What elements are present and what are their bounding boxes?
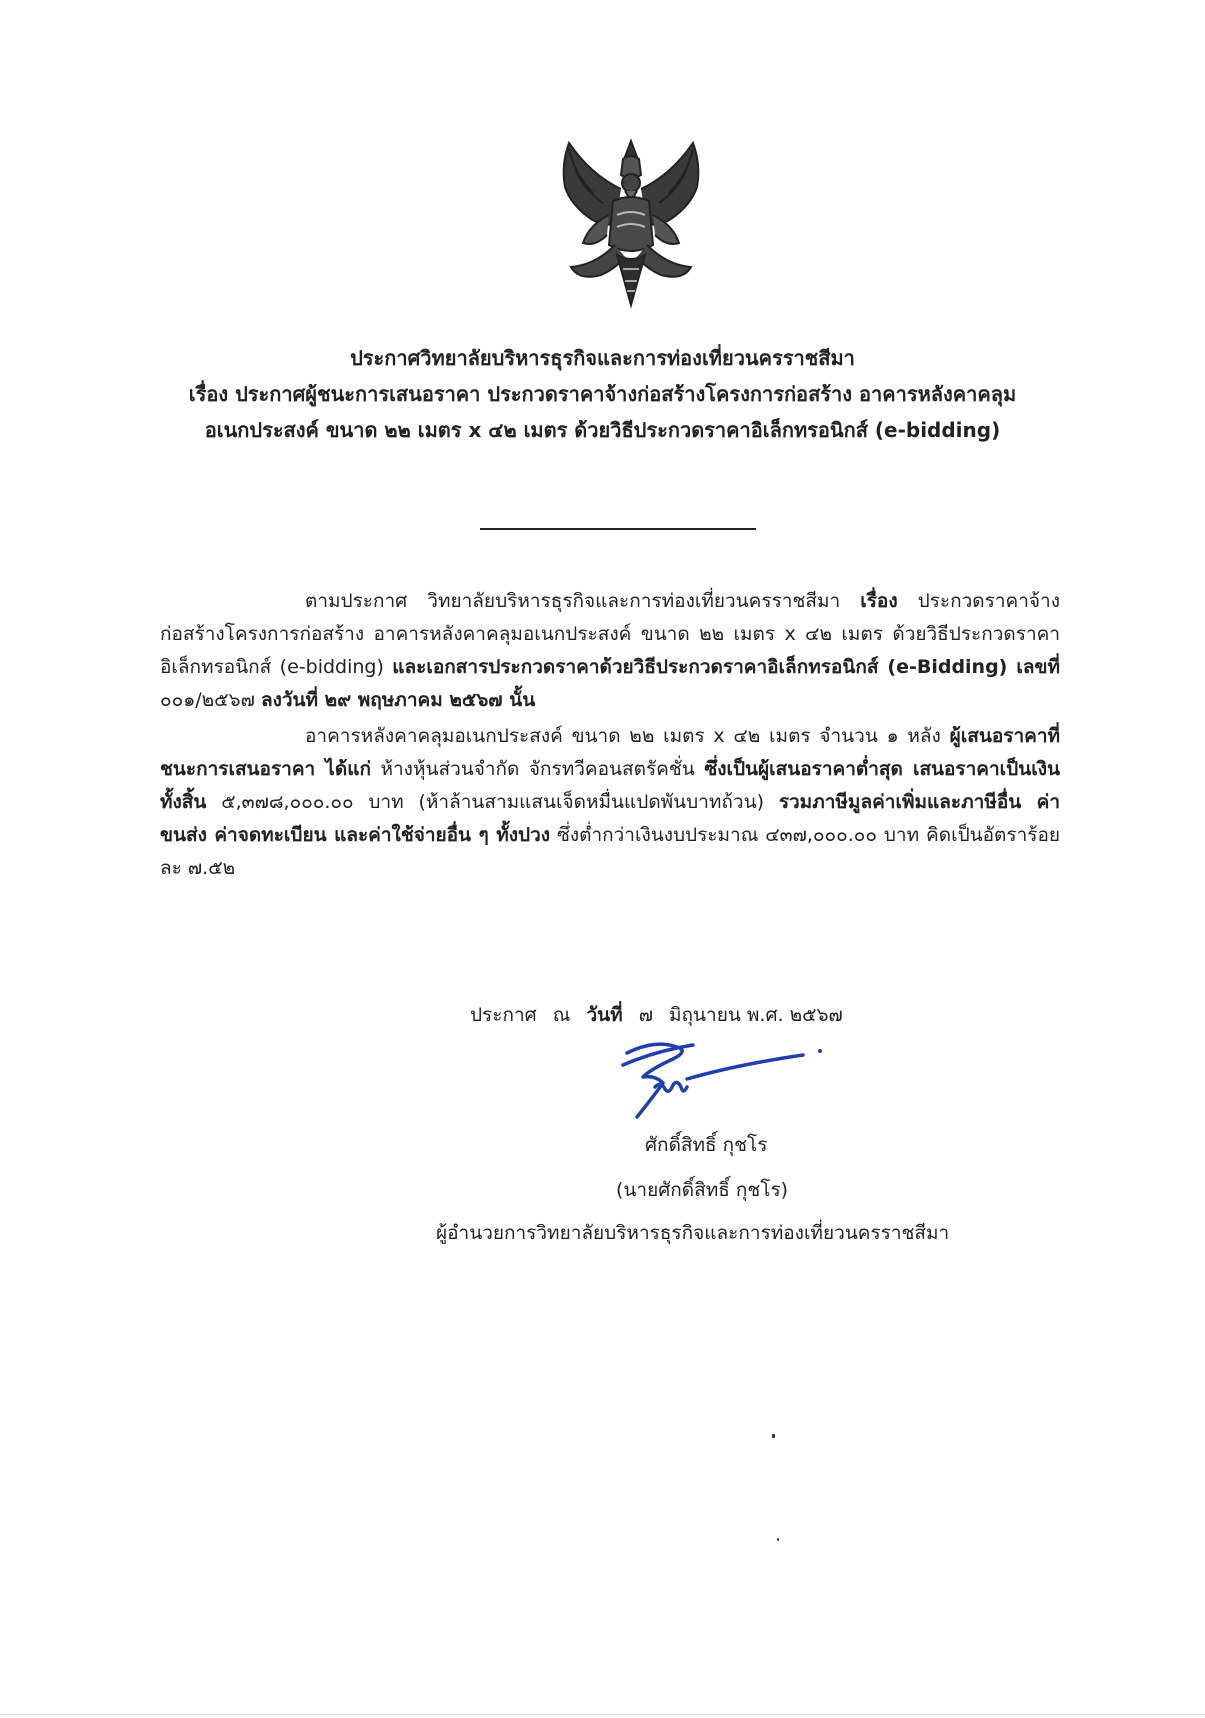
p2-price-label: ซึ่งเป็นผู้เสนอราคาต่ำสุด เสนอราคาเป็นเงินทั้งสิ้น (160, 758, 1060, 813)
p2-price: ๕,๓๗๘,๐๐๐.๐๐ บาท (ห้าล้านสามแสนเจ็ดหมื่นแปดพันบาทถ้วน) (221, 791, 764, 813)
page-bottom-edge (0, 1714, 1205, 1715)
p1-document-number: ๐๐๑/๒๕๖๗ (160, 689, 255, 711)
p2-winner-label: ผู้เสนอราคาที่ชนะการเสนอราคา ได้แก่ (160, 725, 1061, 780)
paragraph-2 (160, 720, 1060, 885)
p2-inclusions: รวมภาษีมูลค่าเพิ่มและภาษีอื่น ค่าขนส่ง ค่าจดทะเบียน และค่าใช้จ่ายอื่น ๆ ทั้งปวง (160, 791, 1060, 846)
p2-winner-name: ห้างหุ้นส่วนจำกัด จักรทวีคอนสตรัคชั่น (380, 758, 695, 780)
p2-item: อาคารหลังคาคลุมอเนกประสงค์ ขนาด ๒๒ เมตร x ๔๒ เมตร จำนวน ๑ หลัง (305, 725, 941, 747)
date-label: ประกาศ (470, 1004, 537, 1026)
title-line-3: อเนกประสงค์ ขนาด ๒๒ เมตร x ๔๒ เมตร ด้วยวิธีประกวดราคาอิเล็กทรอนิกส์ (e-bidding) (204, 418, 1001, 442)
date-day-label: วันที่ (586, 1004, 623, 1026)
date-month-year: มิถุนายน พ.ศ. ๒๕๖๗ (669, 1004, 843, 1026)
p1-document-ref: และเอกสารประกวดราคาด้วยวิธีประกวดราคาอิเล็กทรอนิกส์ (e-Bidding) เลขที่ (392, 656, 1060, 678)
title-line-1: ประกาศวิทยาลัยบริหารธุรกิจและการท่องเที่ยวนครราชสีมา (350, 346, 855, 370)
handwritten-signature-icon (615, 1035, 835, 1123)
subject-label: เรื่อง (188, 382, 229, 406)
subject-text: ประกาศผู้ชนะการเสนอราคา ประกวดราคาจ้างก่อสร้างโครงการก่อสร้าง อาคารหลังคาคลุม (235, 382, 1017, 406)
title-line-2 (150, 376, 1055, 412)
date-day: ๗ (638, 1004, 653, 1026)
signer-name: ศักดิ์สิทธิ์ กุชโร (645, 1134, 768, 1156)
p1-reference: ตามประกาศ วิทยาลัยบริหารธุรกิจและการท่องเที่ยวนครราชสีมา (305, 590, 841, 612)
scan-speck (772, 1434, 775, 1438)
p1-subject: ประกวดราคาจ้างก่อสร้างโครงการก่อสร้าง อาคารหลังคาคลุมอเนกประสงค์ ขนาด ๒๒ เมตร x ๔๒ เมตร ด้วยวิธีประกวดราคาอิเล็กทรอนิกส์ (e-bidding) (160, 590, 1060, 678)
p2-savings: ซึ่งต่ำกว่าเงินงบประมาณ ๔๓๗,๐๐๐.๐๐ บาท คิดเป็นอัตราร้อยละ ๗.๕๒ (160, 824, 1060, 879)
signer-position: ผู้อำนวยการวิทยาลัยบริหารธุรกิจและการท่องเที่ยวนครราชสีมา (436, 1222, 950, 1244)
title-divider (480, 528, 756, 530)
signer-full-name: (นายศักดิ์สิทธิ์ กุชโร) (616, 1179, 789, 1201)
date-at: ณ (552, 1004, 571, 1026)
p1-subject-label: เรื่อง (860, 590, 898, 612)
announcement-body (160, 585, 1060, 885)
scan-speck (777, 1538, 779, 1541)
p1-date: ลงวันที่ ๒๙ พฤษภาคม ๒๕๖๗ นั้น (260, 689, 536, 711)
garuda-emblem-icon (545, 135, 717, 311)
announcement-title (150, 340, 1055, 448)
announcement-date (470, 1000, 853, 1030)
paragraph-1 (160, 585, 1060, 717)
